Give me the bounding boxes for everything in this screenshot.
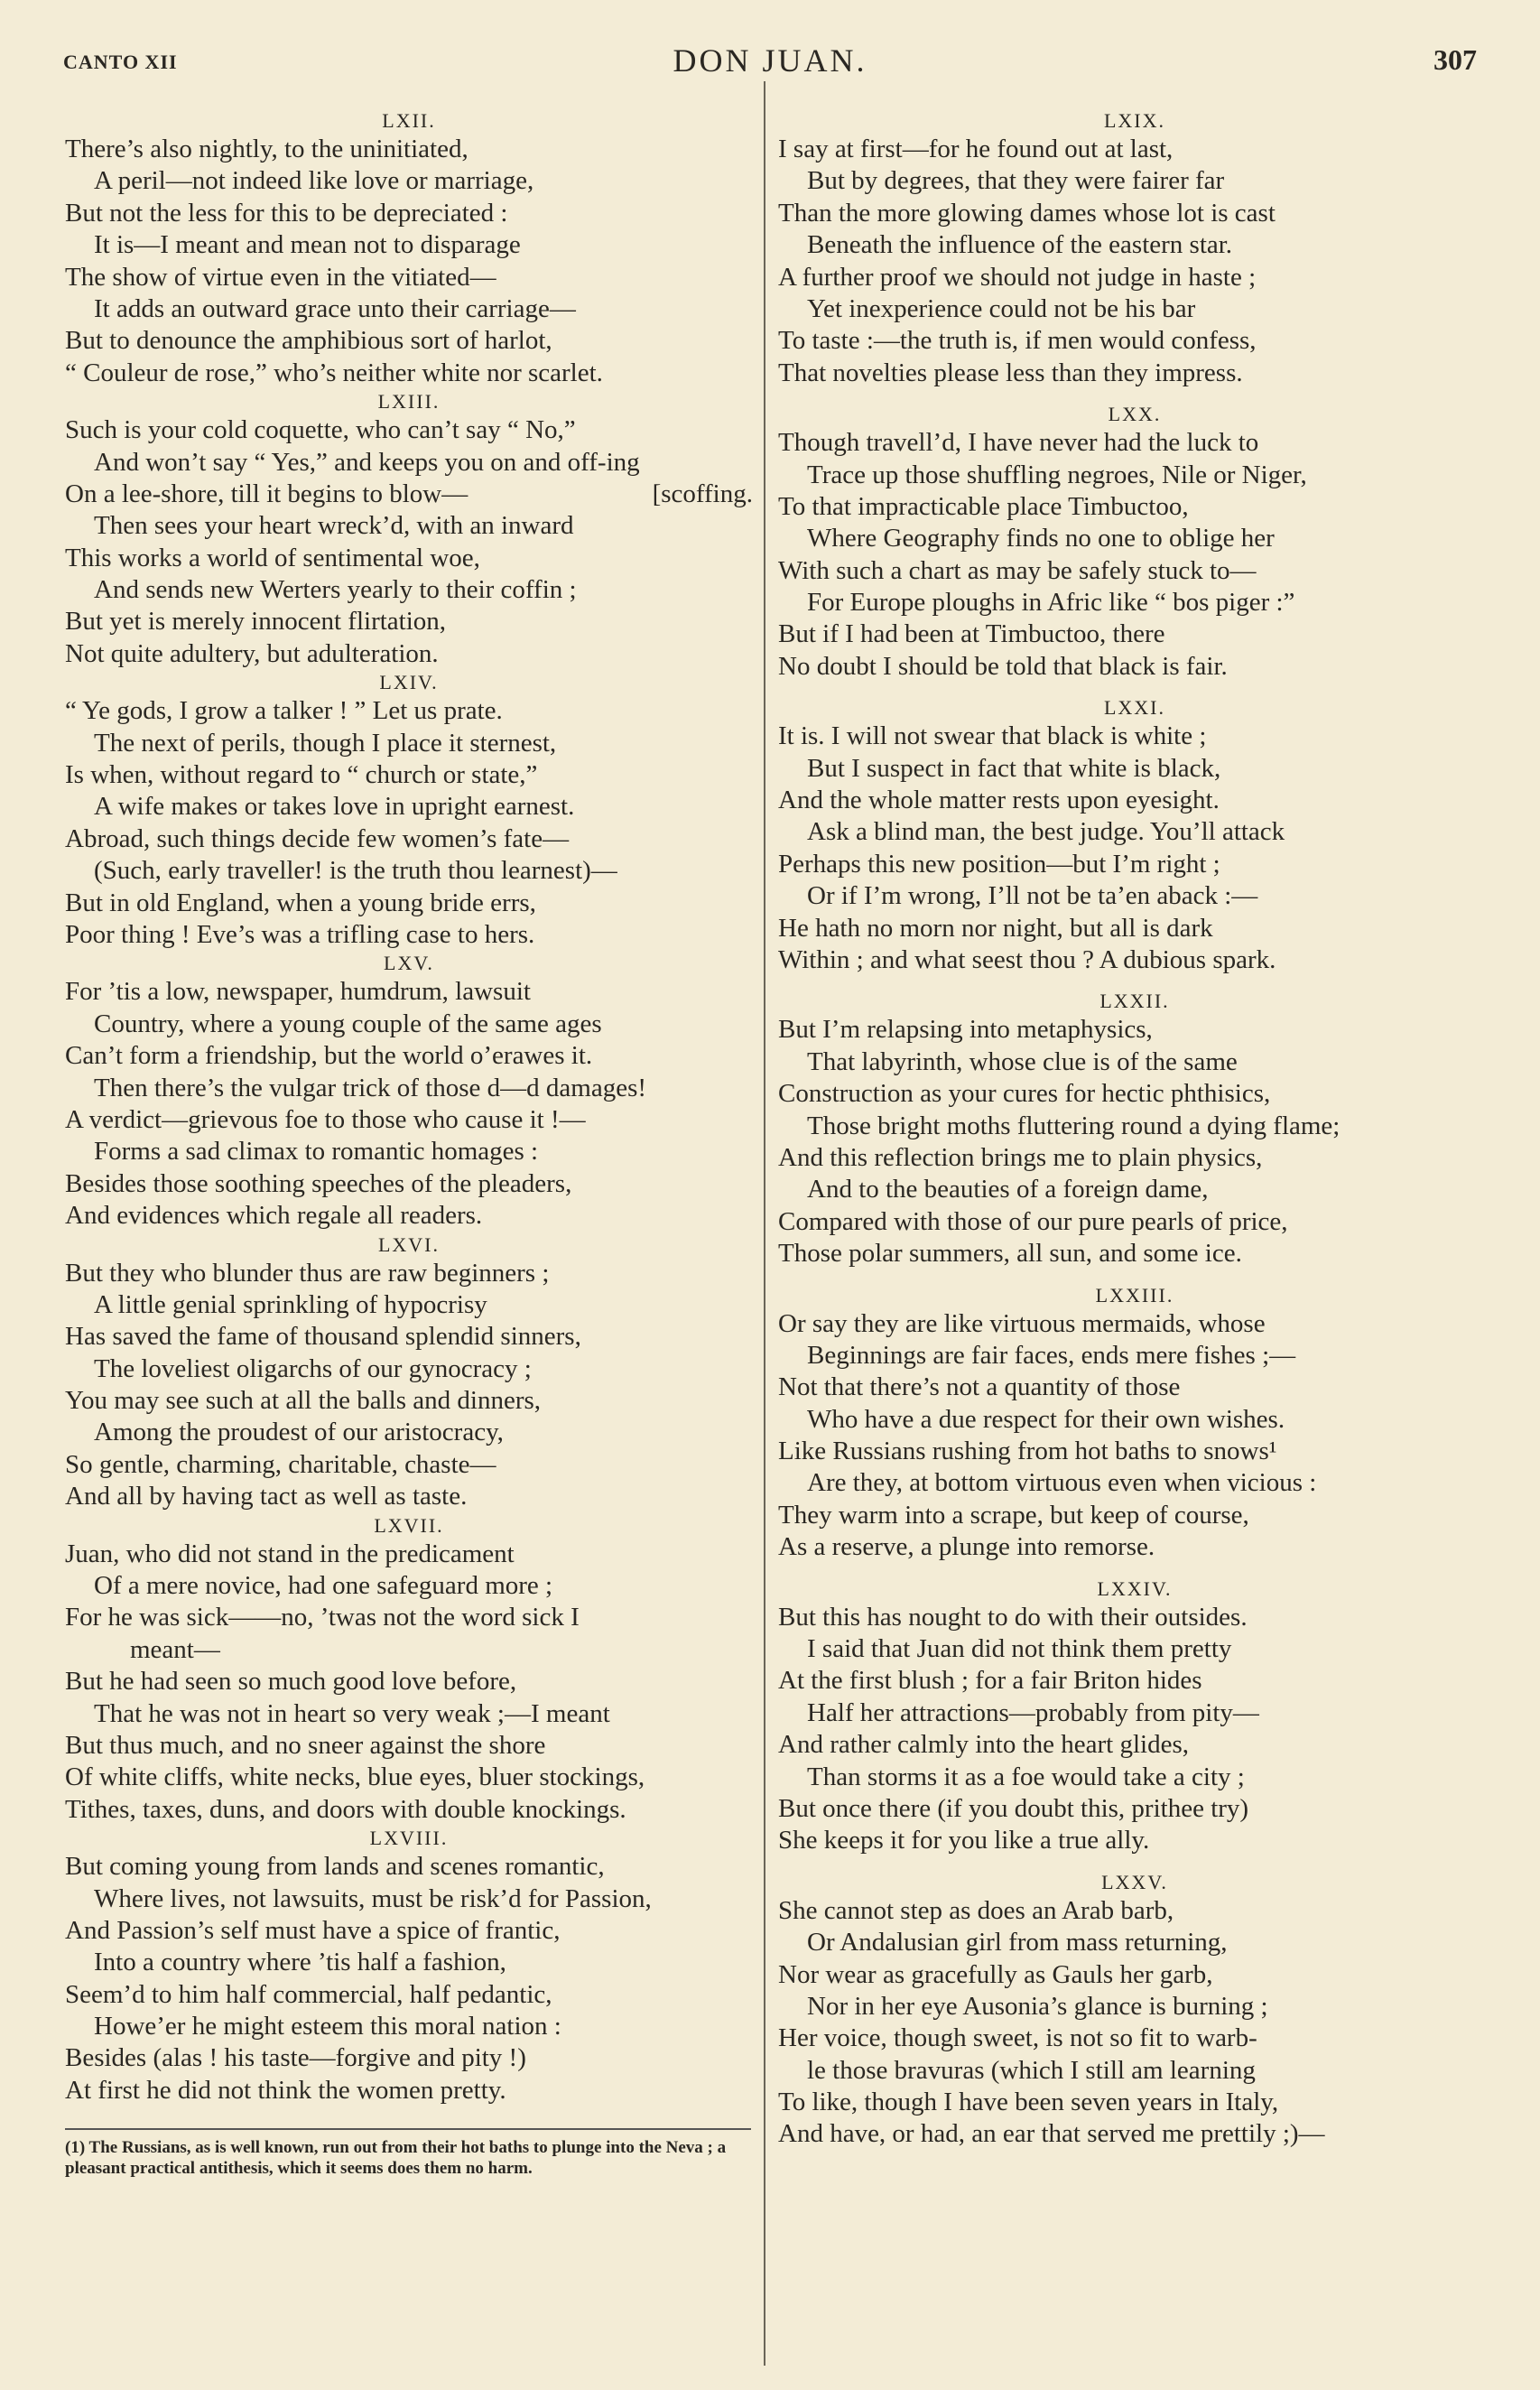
verse-text: A further proof we should not judge in haste ; [778, 262, 1257, 292]
verse-text: Abroad, such things decide few women’s fate— [65, 823, 570, 853]
verse-line [778, 849, 1491, 880]
verse-text: For ’tis a low, newspaper, humdrum, lawsuit [65, 977, 531, 1007]
verse-text: And all by having tact as well as taste. [65, 1482, 468, 1511]
verse-text: Within ; and what seest thou ? A dubious spark. [778, 944, 1276, 974]
verse-line [778, 785, 1491, 816]
verse-text: Or say they are like virtuous mermaids, whose [778, 1308, 1266, 1338]
verse-line [778, 198, 1491, 229]
turnover-word: [scoffing. [652, 479, 753, 508]
verse-line [778, 1174, 1491, 1205]
verse-text: Beginnings are fair faces, ends mere fishes ;— [807, 1340, 1296, 1370]
stanza [778, 1270, 1491, 1564]
verse-text: Construction as your cures for hectic phthisics, [778, 1079, 1271, 1109]
verse-line [778, 2023, 1491, 2054]
verse-text: To taste :—the truth is, if men would confess, [778, 326, 1257, 356]
verse-text: Forms a sad climax to romantic homages : [94, 1137, 539, 1167]
verse-text: A verdict—grievous foe to those who cause it !— [65, 1104, 586, 1134]
verse-line [65, 1009, 753, 1040]
page-title: DON JUAN. [673, 42, 867, 79]
verse-line [65, 1353, 753, 1385]
stanza-numeral: LXV. [384, 952, 434, 975]
verse-line [778, 1206, 1491, 1238]
verse-text: It is. I will not swear that black is white ; [778, 721, 1207, 751]
verse-text: Those bright moths fluttering round a dying flame; [807, 1111, 1341, 1140]
verse-line [65, 1073, 753, 1104]
verse-line [778, 1927, 1491, 1958]
verse-line [65, 293, 753, 325]
stanza-numeral: LXXV. [1101, 1870, 1168, 1893]
verse-text: Then sees your heart wreck’d, with an inward [94, 511, 574, 541]
verse-line [778, 880, 1491, 912]
verse-text: But coming young from lands and scenes romantic, [65, 1852, 605, 1882]
verse-text: But to denounce the amphibious sort of harlot, [65, 326, 552, 356]
verse-line [65, 638, 753, 670]
verse-text: Where lives, not lawsuits, must be risk’d for Passion, [94, 1883, 652, 1913]
verse-line [65, 919, 753, 951]
verse-line [65, 1417, 753, 1448]
verse-text: But I’m relapsing into metaphysics, [778, 1015, 1153, 1045]
verse-text: Or Andalusian girl from mass returning, [807, 1928, 1228, 1958]
verse-text: A peril—not indeed like love or marriage, [94, 166, 534, 196]
stanza [65, 670, 753, 951]
verse-text: le those bravuras (which I still am learning [807, 2055, 1256, 2085]
verse-line [778, 2118, 1491, 2150]
verse-line [65, 1762, 753, 1793]
stanza [65, 951, 753, 1232]
verse-text: Than storms it as a foe would take a city ; [807, 1762, 1245, 1791]
verse-line [778, 134, 1491, 165]
verse-line [65, 606, 753, 637]
verse-text: Her voice, though sweet, is not so fit to warb- [778, 2023, 1257, 2053]
verse-text: Into a country where ’tis half a fashion, [94, 1948, 506, 1977]
stanza-numeral: LXII. [382, 109, 436, 132]
verse-line [65, 543, 753, 574]
verse-line [65, 510, 753, 542]
verse-line [65, 325, 753, 357]
verse-line [778, 229, 1491, 261]
column-divider [764, 81, 765, 2366]
verse-text: The show of virtue even in the vitiated— [65, 262, 496, 292]
verse-text: And this reflection brings me to plain physics, [778, 1142, 1263, 1172]
verse-text: That novelties please less than they impress. [778, 358, 1243, 387]
verse-text: Nor wear as gracefully as Gauls her garb, [778, 1959, 1213, 1989]
verse-line [778, 651, 1491, 683]
verse-line [778, 1142, 1491, 1174]
verse-text: And evidences which regale all readers. [65, 1201, 483, 1231]
verse-text: But yet is merely innocent flirtation, [65, 607, 447, 637]
stanza-numeral: LXXII. [1099, 990, 1170, 1013]
verse-line [778, 1467, 1491, 1499]
verse-text: With such a chart as may be safely stuck to— [778, 555, 1257, 585]
verse-line [65, 695, 753, 727]
verse-text: Like Russians rushing from hot baths to snows¹ [778, 1437, 1277, 1466]
verse-line [65, 791, 753, 823]
verse-line [778, 587, 1491, 618]
verse-text: Juan, who did not stand in the predicament [65, 1539, 515, 1568]
verse-text: He hath no morn nor night, but all is dark [778, 913, 1213, 943]
verse-line [65, 1666, 753, 1697]
verse-line [778, 1111, 1491, 1142]
verse-text: She cannot step as does an Arab barb, [778, 1895, 1174, 1925]
verse-text: But thus much, and no sneer against the shore [65, 1730, 546, 1760]
verse-text: Country, where a young couple of the same ages [94, 1009, 602, 1038]
verse-text: For Europe ploughs in Afric like “ bos piger :” [807, 588, 1295, 618]
verse-line [65, 2075, 753, 2106]
verse-text: But they who blunder thus are raw beginners ; [65, 1258, 550, 1288]
running-header [63, 38, 1477, 83]
verse-line [778, 1404, 1491, 1436]
verse-text: Who have a due respect for their own wishes. [807, 1404, 1285, 1434]
verse-line [65, 759, 753, 791]
verse-line [778, 1500, 1491, 1531]
left-column [65, 108, 753, 2179]
verse-line [778, 262, 1491, 293]
verse-line [778, 1436, 1491, 1467]
verse-line [778, 1308, 1491, 1340]
verse-line [65, 1883, 753, 1915]
verse-line [65, 358, 753, 389]
verse-line [778, 1665, 1491, 1697]
verse-line [65, 165, 753, 197]
verse-line [65, 1730, 753, 1762]
verse-text: And sends new Werters yearly to their coffin ; [94, 575, 577, 605]
verse-text: But if I had been at Timbuctoo, there [778, 619, 1165, 649]
verse-text: Ask a blind man, the best judge. You’ll attack [807, 817, 1285, 847]
verse-text: Seem’d to him half commercial, half pedantic, [65, 1979, 552, 2009]
verse-line [65, 262, 753, 293]
verse-line [778, 913, 1491, 944]
stanza-numeral: LXXIII. [1095, 1283, 1174, 1307]
stanza-gap [778, 1857, 1491, 1870]
verse-line [65, 414, 753, 446]
verse-text: Perhaps this new position—but I’m right ; [778, 849, 1220, 879]
verse-text: But I suspect in fact that white is black, [807, 753, 1221, 783]
verse-line [65, 1698, 753, 1730]
stanza-numeral: LXVI. [377, 1232, 441, 1256]
verse-line [778, 460, 1491, 491]
verse-line [778, 816, 1491, 848]
verse-line [778, 1238, 1491, 1269]
stanza [65, 389, 753, 670]
verse-line [65, 1634, 753, 1666]
stanza-gap [778, 683, 1491, 695]
verse-text: Has saved the fame of thousand splendid sinners, [65, 1322, 581, 1352]
verse-line [65, 229, 753, 261]
verse-line [65, 1321, 753, 1353]
verse-line [65, 823, 753, 855]
stanza-numeral: LXIII. [377, 390, 441, 414]
verse-text: No doubt I should be told that black is fair. [778, 651, 1228, 681]
verse-line [65, 198, 753, 229]
verse-text: She keeps it for you like a true ally. [778, 1826, 1150, 1855]
verse-text: This works a world of sentimental woe, [65, 543, 480, 572]
verse-text: (Such, early traveller! is the truth thou learnest)— [94, 856, 617, 886]
verse-text: And won’t say “ Yes,” and keeps you on and off-ing [94, 447, 640, 477]
verse-line [65, 1979, 753, 2011]
verse-text: A wife makes or takes love in upright earnest. [94, 792, 575, 822]
verse-line [778, 358, 1491, 389]
stanza-numeral: LXVIII. [369, 1827, 449, 1850]
verse-line [65, 1168, 753, 1200]
verse-line [778, 1078, 1491, 1110]
stanza-gap [778, 976, 1491, 989]
stanza-gap [778, 1564, 1491, 1576]
verse-line [778, 491, 1491, 523]
verse-text: The loveliest oligarchs of our gynocracy ; [94, 1353, 532, 1383]
verse-text: There’s also nightly, to the uninitiated, [65, 135, 468, 163]
verse-line [65, 1040, 753, 1072]
verse-text: You may see such at all the balls and dinners, [65, 1386, 542, 1416]
verse-line [778, 325, 1491, 357]
verse-text: Trace up those shuffling negroes, Nile or Niger, [807, 460, 1307, 489]
verse-text: Can’t form a friendship, but the world o’erawes it. [65, 1041, 593, 1071]
stanza [65, 1513, 753, 1827]
verse-text: But not the less for this to be depreciated : [65, 198, 508, 228]
verse-text: But once there (if you doubt this, prithee try) [778, 1793, 1249, 1823]
verse-text: Of white cliffs, white necks, blue eyes, bluer stockings, [65, 1762, 645, 1792]
verse-line [778, 293, 1491, 325]
verse-text: Though travell’d, I have never had the luck to [778, 428, 1259, 458]
verse-line [778, 1762, 1491, 1793]
footnote: (1) The Russians, as is well known, run out from their hot baths to plunge into the Neva ; a pleasant practical antithesis, which it seems does them no harm. [65, 2138, 727, 2179]
verse-line [778, 618, 1491, 650]
verse-line [65, 2042, 753, 2074]
verse-line [65, 1289, 753, 1321]
verse-line [778, 427, 1491, 459]
verse-text: But he had seen so much good love before, [65, 1667, 517, 1697]
verse-line [778, 1372, 1491, 1403]
verse-text: Besides those soothing speeches of the pleaders, [65, 1168, 572, 1198]
stanza [65, 1232, 753, 1513]
verse-line [65, 855, 753, 887]
verse-text: Yet inexperience could not be his bar [807, 293, 1196, 323]
verse-text: Of a mere novice, had one safeguard more ; [94, 1571, 553, 1601]
verse-line [65, 1104, 753, 1136]
verse-line [778, 1697, 1491, 1729]
verse-text: “ Ye gods, I grow a talker ! ” Let us prate. [65, 696, 503, 726]
stanza [778, 683, 1491, 976]
verse-line [65, 1570, 753, 1602]
verse-text: Than the more glowing dames whose lot is cast [778, 198, 1276, 228]
verse-text: They warm into a scrape, but keep of course, [778, 1500, 1249, 1530]
verse-line [778, 1895, 1491, 1927]
stanza-numeral: LXXI. [1103, 696, 1166, 720]
verse-line [65, 1481, 753, 1512]
verse-line [65, 1449, 753, 1481]
verse-text: Tithes, taxes, duns, and doors with double knockings. [65, 1794, 626, 1824]
stanza [778, 1857, 1491, 2151]
verse-text: And Passion’s self must have a spice of frantic, [65, 1915, 561, 1945]
verse-text: It adds an outward grace unto their carriage— [94, 293, 576, 323]
verse-line [65, 1136, 753, 1167]
stanza [778, 108, 1491, 389]
verse-line [778, 1602, 1491, 1633]
verse-line [778, 523, 1491, 554]
verse-line [65, 728, 753, 759]
verse-line [65, 1947, 753, 1978]
verse-text: And to the beauties of a foreign dame, [807, 1175, 1209, 1204]
verse-text: Poor thing ! Eve’s was a trifling case to hers. [65, 919, 535, 949]
verse-text: Beneath the influence of the eastern star. [807, 230, 1233, 260]
verse-text: Nor in her eye Ausonia’s glance is burning ; [807, 1991, 1268, 2021]
verse-text: As a reserve, a plunge into remorse. [778, 1532, 1155, 1562]
verse-text: And the whole matter rests upon eyesight. [778, 786, 1220, 815]
verse-line [65, 479, 753, 510]
verse-line [778, 1959, 1491, 1991]
verse-text: So gentle, charming, charitable, chaste— [65, 1449, 496, 1479]
verse-line [65, 1385, 753, 1417]
verse-line [65, 134, 753, 165]
verse-line [778, 2055, 1491, 2087]
verse-line [65, 1258, 753, 1289]
stanza [778, 976, 1491, 1269]
verse-line [778, 1340, 1491, 1372]
verse-text: But by degrees, that they were fairer far [807, 166, 1225, 196]
verse-line [778, 753, 1491, 785]
stanza [778, 1564, 1491, 1857]
verse-text: It is—I meant and mean not to disparage [94, 230, 521, 260]
stanza-numeral: LXX. [1108, 403, 1162, 426]
canto-label: CANTO XII [63, 51, 178, 73]
verse-text: And have, or had, an ear that served me prettily ;)— [778, 2119, 1325, 2149]
verse-text: But this has nought to do with their outsides. [778, 1602, 1248, 1632]
verse-text: meant— [130, 1634, 220, 1664]
verse-text: Not that there’s not a quantity of those [778, 1372, 1181, 1402]
verse-text: And rather calmly into the heart glides, [778, 1730, 1189, 1760]
verse-line [65, 1794, 753, 1826]
verse-line [65, 574, 753, 606]
verse-text: On a lee-shore, till it begins to blow— [65, 479, 468, 508]
verse-text: To that impracticable place Timbuctoo, [778, 491, 1189, 521]
verse-line [65, 1851, 753, 1883]
verse-text: Where Geography finds no one to oblige her [807, 524, 1275, 553]
verse-line [778, 944, 1491, 976]
verse-text: But in old England, when a young bride errs, [65, 888, 536, 917]
verse-line [65, 1602, 753, 1633]
verse-text: I said that Juan did not think them pretty [807, 1634, 1232, 1664]
verse-line [778, 1729, 1491, 1761]
verse-line [778, 1014, 1491, 1046]
verse-line [65, 1915, 753, 1947]
stanza-numeral: LXVII. [374, 1513, 444, 1537]
stanza [65, 1826, 753, 2106]
verse-line [778, 165, 1491, 197]
verse-text: Not quite adultery, but adulteration. [65, 638, 439, 668]
verse-text: Besides (alas ! his taste—forgive and pity !) [65, 2043, 526, 2073]
verse-text: Half her attractions—probably from pity— [807, 1697, 1259, 1727]
verse-line [778, 1531, 1491, 1563]
verse-text: Then there’s the vulgar trick of those d—d damages! [94, 1073, 647, 1102]
verse-text: A little genial sprinkling of hypocrisy [94, 1289, 487, 1319]
verse-text: Those polar summers, all sun, and some ice. [778, 1239, 1242, 1269]
verse-line [778, 2087, 1491, 2118]
verse-text: I say at first—for he found out at last, [778, 135, 1174, 163]
verse-text: Or if I’m wrong, I’ll not be ta’en aback :— [807, 881, 1258, 911]
footnote-rule [65, 2128, 751, 2130]
verse-line [778, 721, 1491, 752]
stanza-numeral: LXIV. [379, 671, 439, 694]
verse-line [778, 1046, 1491, 1078]
verse-line [65, 1539, 753, 1570]
stanza-numeral: LXIX. [1103, 109, 1166, 132]
verse-line [778, 1991, 1491, 2023]
verse-line [65, 976, 753, 1008]
verse-line [65, 1200, 753, 1232]
verse-line [65, 447, 753, 479]
verse-text: Howe’er he might esteem this moral nation : [94, 2012, 561, 2041]
verse-text: At first he did not think the women pretty. [65, 2075, 506, 2105]
verse-line [65, 888, 753, 919]
stanza [65, 108, 753, 389]
verse-text: To like, though I have been seven years in Italy, [778, 2088, 1279, 2117]
right-column [778, 108, 1491, 2151]
verse-line [65, 2011, 753, 2042]
stanza-gap [778, 389, 1491, 402]
verse-text: That he was not in heart so very weak ;—I meant [94, 1698, 610, 1728]
verse-text: Such is your cold coquette, who can’t say “ No,” [65, 415, 576, 445]
verse-line [778, 1633, 1491, 1665]
verse-text: The next of perils, though I place it sternest, [94, 728, 557, 758]
verse-text: “ Couleur de rose,” who’s neither white nor scarlet. [65, 358, 603, 387]
verse-line [778, 1793, 1491, 1825]
verse-text: For he was sick——no, ’twas not the word sick I [65, 1603, 580, 1632]
verse-line [778, 1825, 1491, 1856]
stanza-gap [778, 1270, 1491, 1283]
verse-text: Are they, at bottom virtuous even when vicious : [807, 1468, 1317, 1498]
stanza [778, 389, 1491, 683]
verse-line [778, 555, 1491, 587]
verse-text: That labyrinth, whose clue is of the same [807, 1046, 1238, 1076]
verse-text: Among the proudest of our aristocracy, [94, 1418, 504, 1447]
verse-text: Compared with those of our pure pearls of price, [778, 1206, 1288, 1236]
page-number: 307 [1433, 43, 1477, 76]
verse-text: At the first blush ; for a fair Briton hides [778, 1666, 1202, 1696]
stanza-numeral: LXXIV. [1097, 1576, 1173, 1600]
verse-text: Is when, without regard to “ church or state,” [65, 760, 538, 790]
